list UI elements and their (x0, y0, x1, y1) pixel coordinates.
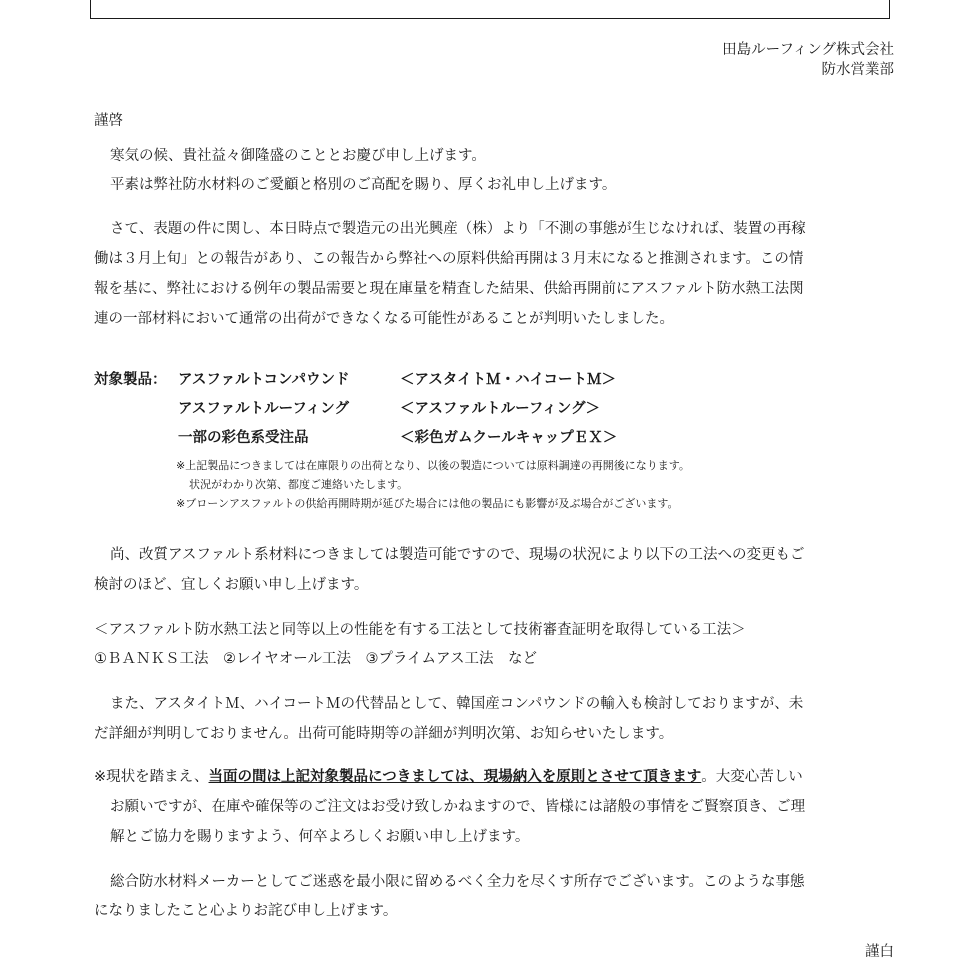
para4-line-2: だ詳細が判明しておりません。出荷可能時期等の詳細が判明次第、お知らせいたします。 (94, 726, 674, 742)
para1-line-2: 平素は弊社防水材料のご愛顧と格別のご高配を賜り、厚くお礼申し上げます。 (110, 177, 617, 193)
para1-line-1: 寒気の候、貴社益々御隆盛のこととお慶び申し上げます。 (110, 148, 486, 164)
para2-line-4: 連の一部材料において通常の出荷ができなくなる可能性があることが判明いたしました。 (94, 311, 674, 327)
para3-line-2: 検討のほど、宜しくお願い申し上げます。 (94, 577, 369, 593)
para6-line-2: になりましたこと心よりお詫び申し上げます。 (94, 903, 398, 919)
products-label: 対象製品： (94, 372, 167, 388)
sender-block (722, 40, 894, 80)
methods-list: ①ＢＡＮＫＳ工法 ②レイヤオール工法 ③プライムアス工法 など (94, 651, 537, 667)
sender-department: 防水営業部 (821, 62, 894, 78)
product-name-2: アスファルトルーフィング (178, 401, 349, 417)
product-name-1: アスファルトコンパウンド (178, 372, 350, 388)
para5-suffix: 。大変心苦しい (701, 769, 803, 785)
para4-line-1: また、アスタイトＭ、ハイコートＭの代替品として、韓国産コンパウンドの輸入も検討しておりますが、未 (110, 696, 804, 712)
product-name-3: 一部の彩色系受注品 (178, 430, 309, 446)
methods-heading: ＜アスファルト防水熱工法と同等以上の性能を有する工法として技術審査証明を取得している工法＞ (94, 622, 746, 638)
product-note-3: ※ブローンアスファルトの供給再開時期が延びた場合には他の製品にも影響が及ぶ場合がございます。 (176, 497, 679, 510)
title-box (90, 0, 890, 19)
product-brand-1: ＜アスタイトＭ・ハイコートＭ＞ (400, 372, 617, 388)
sender-company: 田島ルーフィング株式会社 (722, 42, 894, 58)
product-note-1: ※上記製品につきましては在庫限りの出荷となり、以後の製造については原料調達の再開後になります。 (176, 459, 690, 472)
para2-line-2: 働は３月上旬」との報告があり、この報告から弊社への原料供給再開は３月末になると推測されます。この情 (94, 251, 804, 267)
para3-line-1: 尚、改質アスファルト系材料につきましては製造可能ですので、現場の状況により以下の工法への変更もご (110, 547, 805, 563)
product-note-2: 状況がわかり次第、都度ご連絡いたします。 (189, 478, 409, 491)
greeting-close: 謹白 (865, 944, 894, 960)
product-brand-3: ＜彩色ガムクールキャップＥＸ＞ (400, 430, 618, 446)
para5-emphasis: 当面の間は上記対象製品につきましては、現場納入を原則とさせて頂きます (208, 769, 702, 785)
para5-line-1 (94, 767, 803, 787)
para2-line-3: 報を基に、弊社における例年の製品需要と現在庫量を精査した結果、供給再開前にアスファルト防水熱工法関 (94, 281, 804, 297)
para5-line-2: お願いですが、在庫や確保等のご注文はお受け致しかねますので、皆様には諸般の事情をご賢察頂き、ご理 (110, 799, 806, 815)
para5-prefix: ※現状を踏まえ、 (94, 769, 209, 785)
product-brand-2: ＜アスファルトルーフィング＞ (400, 401, 600, 417)
para5-line-3: 解とご協力を賜りますよう、何卒よろしくお願い申し上げます。 (110, 829, 530, 845)
para6-line-1: 総合防水材料メーカーとしてご迷惑を最小限に留めるべく全力を尽くす所存でございます。このような事態 (110, 874, 805, 890)
greeting-open: 謹啓 (94, 113, 123, 129)
para2-line-1: さて、表題の件に関し、本日時点で製造元の出光興産（株）より「不測の事態が生じなければ、装置の再稼 (110, 221, 806, 237)
